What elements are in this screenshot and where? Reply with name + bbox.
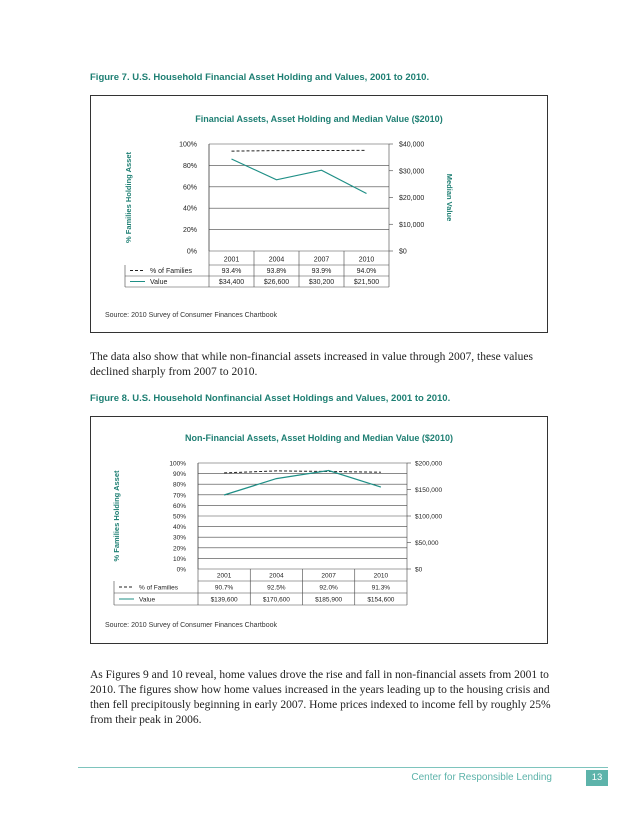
series-line-percent-families (232, 150, 367, 151)
data-label: 92.0% (319, 584, 338, 592)
y-tick-label: 60% (182, 184, 197, 192)
legend-label: % of Families (139, 584, 179, 592)
data-label: $139,600 (210, 596, 238, 604)
figure7-chart (91, 122, 547, 332)
y-tick-label: 20% (172, 545, 186, 553)
data-label: 93.9% (311, 268, 332, 275)
data-label: 93.8% (266, 268, 287, 275)
y-tick-label: 70% (172, 492, 186, 500)
footer-divider (78, 767, 608, 768)
paragraph-2: As Figures 9 and 10 reveal, home values drove the rise and fall in non-financial assets from 2001 to 2010. The figures show how home values increased in the years leading up to the housing crisis and then fell precipitously beginning in early 2007. Home prices indexed to income fell by roughly 25% from their peak in 2006. (90, 669, 551, 726)
x-tick-label: 2001 (223, 256, 240, 264)
y-tick-label: 40% (172, 524, 186, 532)
y2-tick-label: $0 (415, 566, 423, 574)
figure7-caption: Figure 7. U.S. Household Financial Asset Holding and Values, 2001 to 2010. (90, 72, 430, 83)
data-label: $26,600 (263, 279, 290, 286)
figure7-chart-title: Financial Assets, Asset Holding and Median Value ($2010) (195, 114, 443, 124)
footer-organization: Center for Responsible Lending (411, 772, 552, 783)
y2-tick-label: $30,000 (399, 168, 425, 176)
y2-tick-label: $40,000 (399, 141, 425, 149)
y-tick-label: 40% (182, 205, 197, 213)
y2-tick-label: $150,000 (415, 487, 443, 494)
series-line-value (224, 471, 381, 496)
figure8-source: Source: 2010 Survey of Consumer Finances Chartbook (105, 622, 277, 629)
figure8-caption: Figure 8. U.S. Household Nonfinancial Asset Holdings and Values, 2001 to 2010. (90, 393, 451, 404)
y2-tick-label: $10,000 (399, 221, 425, 229)
y-axis-title: % Families Holding Asset (124, 152, 133, 243)
figure7-chart-box (90, 95, 548, 333)
data-label: 91.3% (371, 584, 391, 592)
data-label: $34,400 (218, 279, 245, 286)
x-tick-label: 2004 (269, 572, 284, 580)
y-tick-label: 0% (186, 248, 197, 256)
y-axis-title: % Families Holding Asset (112, 470, 121, 562)
legend-label: % of Families (150, 268, 193, 275)
data-label: $154,600 (367, 596, 395, 604)
data-label: $170,600 (262, 596, 290, 604)
y-tick-label: 20% (182, 227, 197, 235)
paragraph-1: The data also show that while non-financial assets increased in value through 2007, these values declined sharply from 2007 to 2010. (90, 351, 533, 378)
x-tick-label: 2010 (373, 572, 389, 580)
figure8-chart (91, 443, 547, 638)
y2-tick-label: $20,000 (399, 195, 425, 202)
y-tick-label: 100% (169, 460, 186, 468)
y-tick-label: 90% (172, 471, 186, 479)
series-line-value (232, 159, 367, 194)
figure8-chart-box (90, 416, 548, 644)
figure8-chart-title: Non-Financial Assets, Asset Holding and Median Value ($2010) (185, 433, 453, 443)
y2-axis-title: Median Value (445, 173, 454, 222)
y2-tick-label: $50,000 (415, 540, 439, 547)
y-tick-label: 80% (182, 162, 197, 170)
data-label: $21,500 (353, 279, 380, 286)
x-tick-label: 2010 (358, 256, 375, 264)
figure7-source: Source: 2010 Survey of Consumer Finances Chartbook (105, 312, 277, 319)
legend-label: Value (139, 596, 156, 604)
page-number: 13 (586, 770, 608, 786)
data-label: 93.4% (221, 268, 242, 275)
legend-label: Value (150, 279, 168, 286)
data-label: $30,200 (308, 279, 335, 286)
y2-tick-label: $100,000 (415, 513, 443, 521)
y2-tick-label: $0 (399, 248, 407, 256)
x-tick-label: 2007 (313, 256, 330, 264)
y-tick-label: 100% (179, 141, 197, 149)
y-tick-label: 80% (172, 481, 186, 489)
x-tick-label: 2001 (216, 572, 232, 580)
y2-tick-label: $200,000 (415, 460, 443, 468)
y-tick-label: 30% (172, 534, 186, 542)
y-tick-label: 50% (172, 513, 186, 521)
x-tick-label: 2007 (321, 572, 336, 580)
y-tick-label: 10% (172, 555, 186, 563)
data-label: $185,900 (315, 596, 343, 604)
y-tick-label: 60% (172, 502, 186, 510)
data-label: 94.0% (356, 268, 377, 275)
x-tick-label: 2004 (268, 256, 285, 264)
data-label: 92.5% (267, 584, 286, 592)
series-line-percent-families (224, 471, 381, 473)
y-tick-label: 0% (176, 566, 186, 574)
data-label: 90.7% (214, 584, 234, 592)
